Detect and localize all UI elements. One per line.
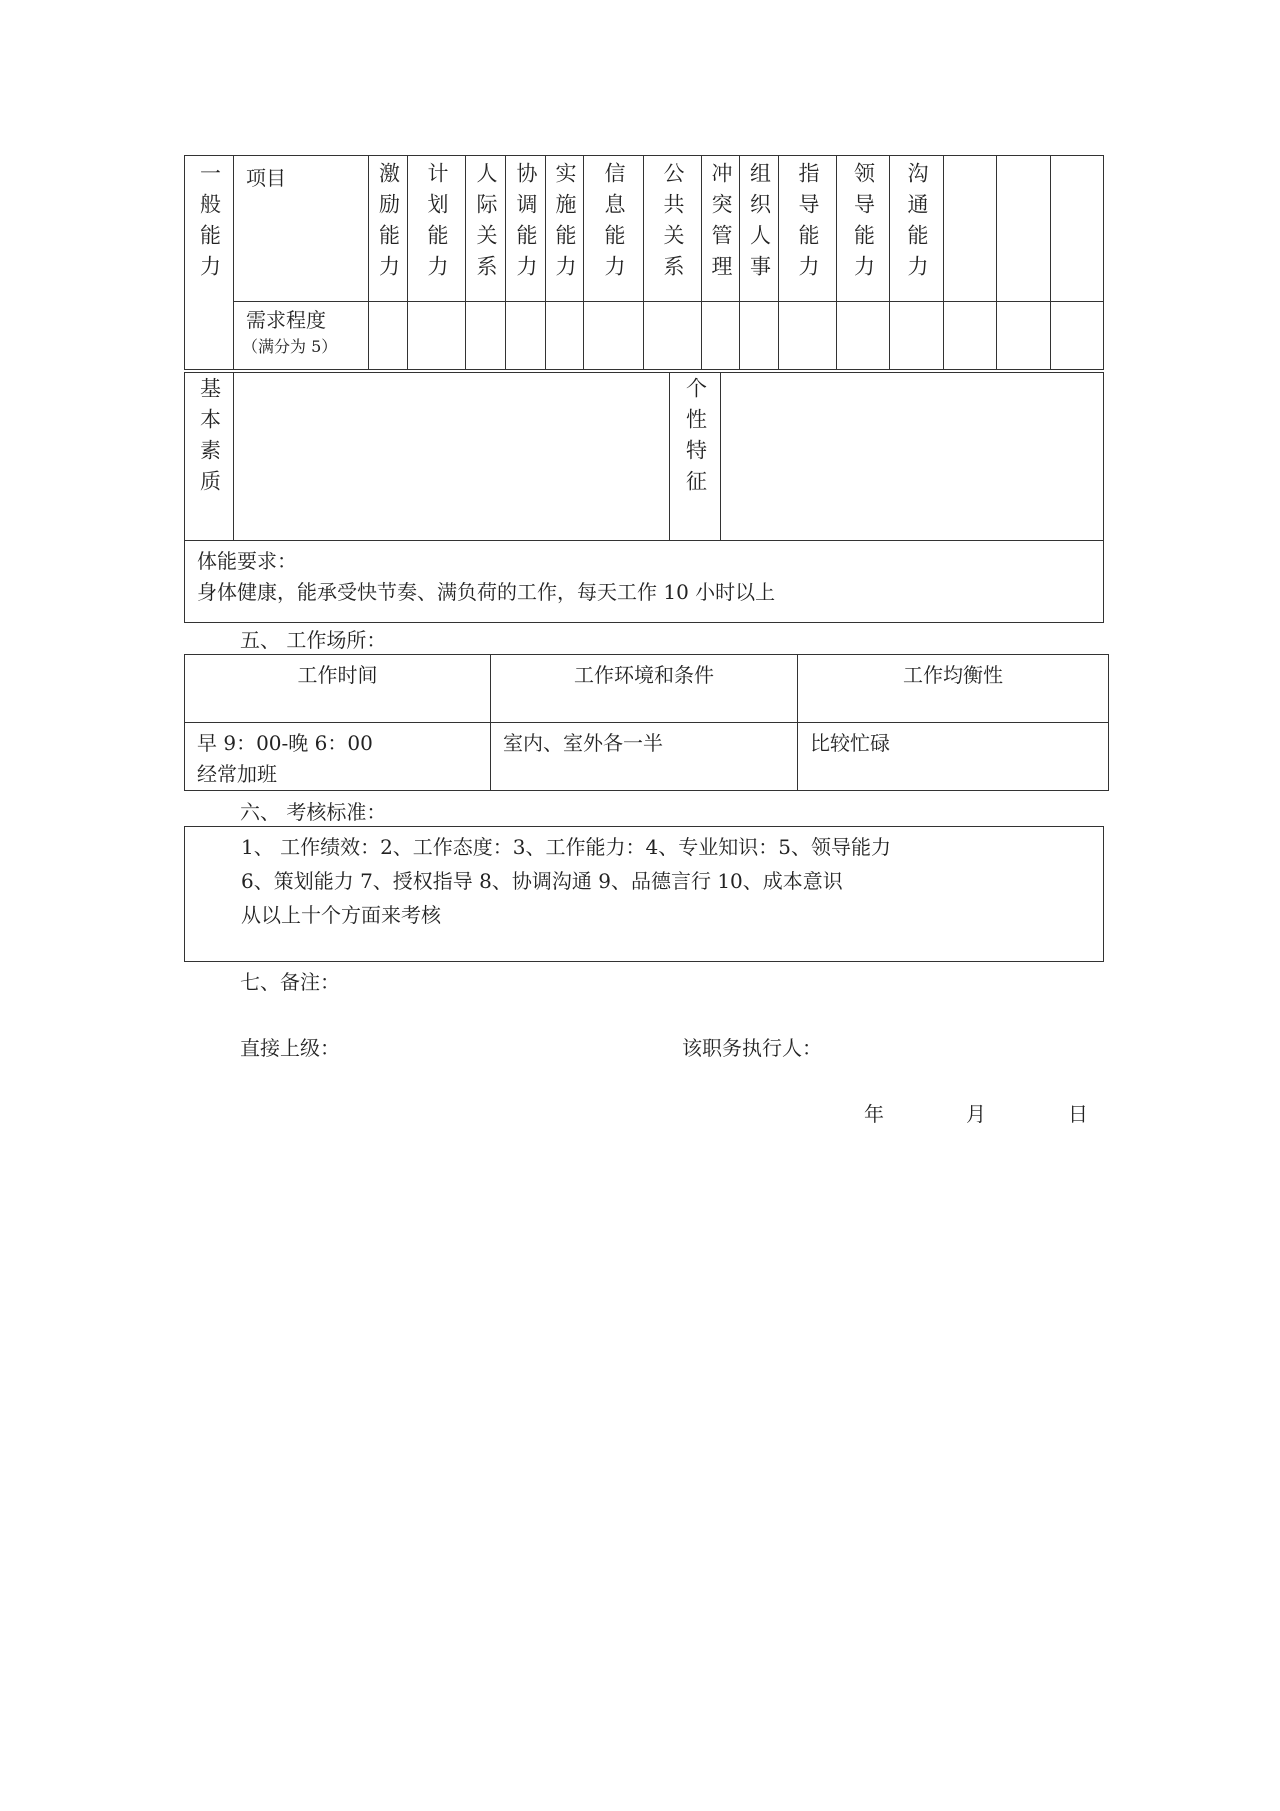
ability-column-header — [644, 156, 702, 302]
demand-value-cell[interactable] — [944, 302, 997, 370]
ability-column-header — [837, 156, 890, 302]
work-time-value-cell — [185, 723, 491, 791]
demand-note: （满分为 5） — [242, 337, 338, 356]
demand-value-cell[interactable] — [506, 302, 546, 370]
ability-column-header — [408, 156, 466, 302]
demand-label: 需求程度 — [246, 308, 326, 332]
personality-label-cell — [670, 373, 721, 541]
ability-column-label: 协调能力 — [514, 162, 538, 286]
ability-column-label: 指导能力 — [796, 162, 820, 286]
section6-title: 六、 考核标准： — [240, 800, 387, 824]
ability-column-header — [546, 156, 584, 302]
executor-label: 该职务执行人： — [682, 1036, 822, 1060]
general-ability-label-cell — [185, 156, 234, 370]
work-time-note: 经常加班 — [197, 762, 277, 786]
assessment-line: 1、 工作绩效：2、工作态度：3、工作能力：4、专业知识：5、领导能力 — [241, 835, 891, 859]
item-header: 项目 — [246, 166, 286, 190]
basic-quality-label-cell — [185, 373, 234, 541]
ability-column-header-empty — [944, 156, 997, 302]
personality-label: 个性特征 — [683, 377, 708, 501]
ability-column-label: 人际关系 — [474, 162, 498, 286]
demand-value-cell[interactable] — [408, 302, 466, 370]
ability-column-header-empty — [1051, 156, 1104, 302]
work-time-header-cell — [185, 655, 491, 723]
ability-column-header — [740, 156, 779, 302]
demand-value-cell[interactable] — [702, 302, 740, 370]
ability-column-header — [506, 156, 546, 302]
section5-title: 五、 工作场所： — [240, 628, 387, 652]
work-env-header-cell — [491, 655, 798, 723]
date-day: 日 — [1068, 1102, 1088, 1126]
work-balance-header: 工作均衡性 — [903, 663, 1003, 687]
quality-table — [184, 372, 1104, 623]
demand-label-cell — [234, 302, 369, 370]
ability-column-label: 实施能力 — [553, 162, 577, 286]
supervisor-label: 直接上级： — [240, 1036, 340, 1060]
ability-column-label: 冲突管理 — [709, 162, 733, 286]
ability-column-header — [702, 156, 740, 302]
demand-value-cell[interactable] — [369, 302, 408, 370]
workplace-table — [184, 654, 1109, 791]
demand-value-cell[interactable] — [779, 302, 837, 370]
work-env-value-cell — [491, 723, 798, 791]
ability-column-header — [584, 156, 644, 302]
work-balance-header-cell — [798, 655, 1109, 723]
demand-value-cell[interactable] — [997, 302, 1051, 370]
work-time-value: 早 9：00-晚 6：00 — [197, 731, 373, 755]
general-ability-label: 一般能力 — [197, 162, 222, 286]
ability-column-label: 领导能力 — [851, 162, 876, 286]
work-env-header: 工作环境和条件 — [574, 663, 714, 687]
work-time-header: 工作时间 — [297, 663, 378, 687]
ability-column-label: 沟通能力 — [905, 162, 929, 286]
basic-quality-value[interactable] — [234, 373, 670, 541]
physical-requirement-cell — [185, 541, 1104, 623]
assessment-line: 从以上十个方面来考核 — [241, 903, 441, 927]
basic-quality-label: 基本素质 — [197, 377, 222, 501]
date-year: 年 — [864, 1102, 884, 1126]
ability-column-label: 信息能力 — [602, 162, 626, 286]
demand-value-cell[interactable] — [837, 302, 890, 370]
work-balance-value: 比较忙碌 — [810, 731, 890, 755]
work-env-value: 室内、室外各一半 — [503, 731, 663, 755]
ability-column-header-empty — [997, 156, 1051, 302]
demand-value-cell[interactable] — [740, 302, 779, 370]
assessment-line: 6、策划能力 7、授权指导 8、协调沟通 9、品德言行 10、成本意识 — [241, 869, 843, 893]
ability-table — [184, 155, 1104, 370]
ability-column-header — [466, 156, 506, 302]
item-header-cell — [234, 156, 369, 302]
demand-value-cell[interactable] — [890, 302, 944, 370]
demand-value-cell[interactable] — [584, 302, 644, 370]
ability-column-label: 公共关系 — [661, 162, 685, 286]
ability-column-label: 计划能力 — [425, 162, 449, 286]
demand-value-cell[interactable] — [466, 302, 506, 370]
ability-column-header — [890, 156, 944, 302]
ability-column-header — [369, 156, 408, 302]
ability-column-header — [779, 156, 837, 302]
demand-value-cell[interactable] — [1051, 302, 1104, 370]
assessment-box — [184, 826, 1104, 962]
demand-value-cell[interactable] — [644, 302, 702, 370]
demand-value-cell[interactable] — [546, 302, 584, 370]
personality-value[interactable] — [721, 373, 1104, 541]
physical-requirement-label: 体能要求： — [197, 549, 297, 573]
ability-column-label: 激励能力 — [376, 162, 401, 286]
ability-column-label: 组织人事 — [747, 162, 772, 286]
physical-requirement-value: 身体健康，能承受快节奏、满负荷的工作，每天工作 10 小时以上 — [197, 580, 776, 604]
work-balance-value-cell — [798, 723, 1109, 791]
date-month: 月 — [966, 1102, 986, 1126]
section7-title: 七、备注： — [240, 970, 340, 994]
